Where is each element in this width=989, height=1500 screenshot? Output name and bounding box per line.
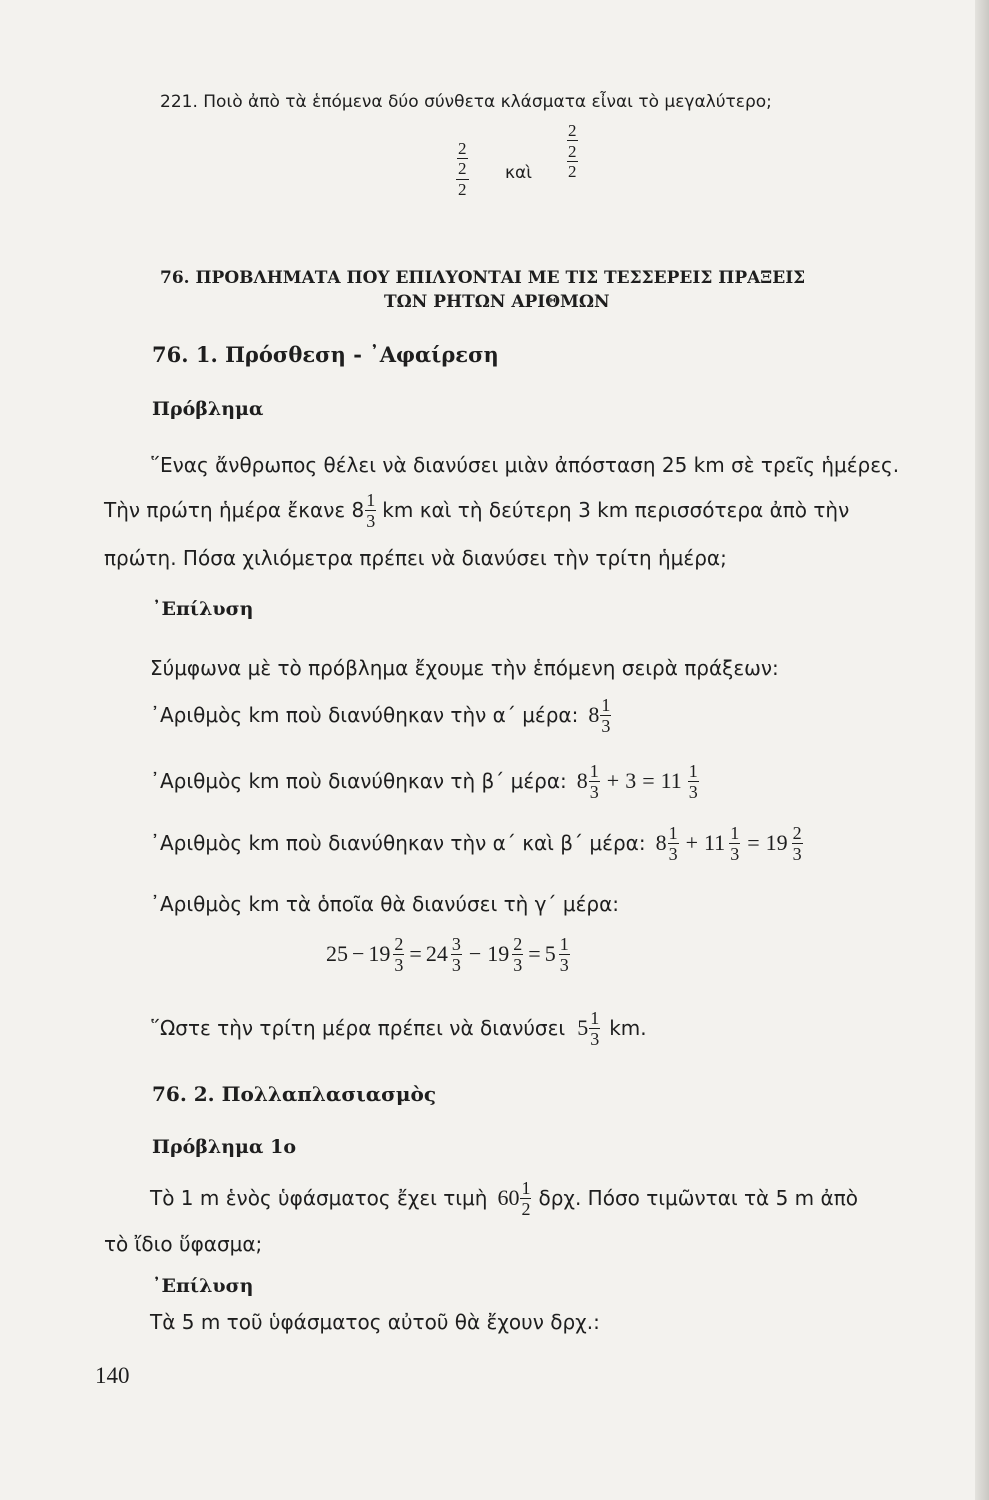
c2-top: 2 xyxy=(568,121,577,140)
whole-8: 8 xyxy=(655,830,667,855)
problem-line-1: ῞Ενας ἄνθρωπος θέλει νὰ διανύσει μιὰν ἀπόσταση 25 km σὲ τρεῖς ἡμέρες. xyxy=(150,453,900,477)
solution-intro: Σύμφωνα μὲ τὸ πρόβλημα ἔχουμε τὴν ἑπόμενη σειρὰ πράξεων: xyxy=(150,656,779,680)
step-4-text: ᾿Αριθμὸς km τὰ ὁποῖα θὰ διανύσει τὴ γ΄ μέρα: xyxy=(150,892,620,916)
whole-8: 8 xyxy=(588,702,600,727)
equals-sign: = xyxy=(409,941,422,966)
den-3: 3 xyxy=(601,715,611,736)
problem-1-label: Πρόβλημα 1ο xyxy=(152,1136,297,1158)
equals-sign: = xyxy=(642,768,655,793)
num-2: 2 xyxy=(513,933,523,954)
subsection-76-1-heading: 76. 1. Πρόσθεση - ᾿Αφαίρεση xyxy=(152,342,499,367)
c1-bottom: 2 xyxy=(458,180,467,199)
num-1: 1 xyxy=(668,822,678,843)
whole-19: 19 xyxy=(368,941,391,966)
problem-line-3: πρώτη. Πόσα χιλιόμετρα πρέπει νὰ διανύσει τὴν τρίτη ἡμέρα; xyxy=(104,546,727,570)
num-1: 1 xyxy=(730,822,740,843)
frac-1-den: 3 xyxy=(366,510,376,531)
equals-sign: = xyxy=(528,941,541,966)
num-3: 3 xyxy=(451,933,461,954)
conclusion-text: ῞Ωστε τὴν τρίτη μέρα πρέπει νὰ διανύσει xyxy=(150,1016,566,1040)
den-3: 3 xyxy=(792,843,802,864)
conclusion xyxy=(150,1000,647,1056)
whole-24: 24 xyxy=(425,941,448,966)
den-3: 3 xyxy=(394,954,404,975)
whole-11: 11 xyxy=(660,768,682,793)
num-1: 1 xyxy=(521,1177,531,1198)
step-3 xyxy=(150,816,804,870)
section-76-heading-line2: ΤΩΝ ΡΗΤΩΝ ΑΡΙΘΜΩΝ xyxy=(384,292,610,312)
problem-line-2 xyxy=(104,484,849,536)
step-4-expression xyxy=(326,926,571,982)
den-3: 3 xyxy=(559,954,569,975)
den-3: 3 xyxy=(590,1028,600,1049)
step-2-expression xyxy=(577,762,700,801)
whole-5: 5 xyxy=(577,1015,589,1040)
step-4-math xyxy=(326,935,571,974)
step-1 xyxy=(150,688,612,742)
problem-label: Πρόβλημα xyxy=(152,398,264,420)
den-3: 3 xyxy=(451,954,461,975)
minus-sign: − xyxy=(468,941,482,966)
exercise-221-text: 221. Ποιὸ ἀπὸ τὰ ἑπόμενα δύο σύνθετα κλάσματα εἶναι τὸ μεγαλύτερο; xyxy=(160,92,772,112)
den-3: 3 xyxy=(688,781,698,802)
c2-bottom-den: 2 xyxy=(568,162,577,181)
plus-sign: + xyxy=(685,830,698,855)
frac-1-num: 1 xyxy=(366,489,376,510)
problem-1-line-1b: δρχ. Πόσο τιμῶνται τὰ 5 m ἀπὸ xyxy=(538,1186,858,1210)
whole-19: 19 xyxy=(487,941,510,966)
num-1: 1 xyxy=(559,933,569,954)
page-number: 140 xyxy=(95,1363,130,1388)
problem-1-line-1 xyxy=(150,1170,858,1226)
page-spine-shadow xyxy=(975,0,989,1500)
step-2-text: ᾿Αριθμὸς km ποὺ διανύθηκαν τὴ β΄ μέρα: xyxy=(150,769,567,793)
whole-5: 5 xyxy=(544,941,556,966)
num-1: 1 xyxy=(590,1007,600,1028)
den-3: 3 xyxy=(513,954,523,975)
num-2: 2 xyxy=(792,822,802,843)
step-1-value xyxy=(588,696,612,735)
whole-8: 8 xyxy=(576,768,588,793)
section-76-heading-line1: 76. ΠΡΟΒΛΗΜΑΤΑ ΠΟΥ ΕΠΙΛΥΟΝΤΑΙ ΜΕ ΤΙΣ ΤΕΣΣΕΡΕΙΣ ΠΡΑΞΕΙΣ xyxy=(160,268,806,288)
num-1: 1 xyxy=(688,760,698,781)
den-2: 2 xyxy=(521,1198,531,1219)
whole-60: 60 xyxy=(497,1185,520,1210)
solution-line-2: Τὰ 5 m τοῦ ὑφάσματος αὐτοῦ θὰ ἔχουν δρχ.: xyxy=(150,1310,600,1334)
solution-label-2: ᾿Επίλυση xyxy=(152,1275,254,1297)
whole-19: 19 xyxy=(765,830,788,855)
minus-sign: − xyxy=(352,941,365,966)
c1-top-num: 2 xyxy=(458,139,467,158)
den-3: 3 xyxy=(589,781,599,802)
c2-bottom-num: 2 xyxy=(568,142,577,161)
solution-label: ᾿Επίλυση xyxy=(152,598,254,620)
conclusion-unit: km. xyxy=(609,1016,647,1040)
problem-line-2b: km καὶ τὴ δεύτερη 3 km περισσότερα ἀπὸ τὴν xyxy=(382,498,850,522)
c1-top-den: 2 xyxy=(458,159,467,178)
whole-11: 11 xyxy=(704,830,726,855)
step-1-text: ᾿Αριθμὸς km ποὺ διανύθηκαν τὴν α΄ μέρα: xyxy=(150,703,579,727)
conclusion-value xyxy=(577,1009,601,1048)
den-3: 3 xyxy=(668,843,678,864)
compound-fraction-2 xyxy=(565,122,580,180)
step-2 xyxy=(150,754,700,808)
price-value xyxy=(497,1179,532,1218)
step-3-text: ᾿Αριθμὸς km ποὺ διανύθηκαν τὴν α΄ καὶ β΄ μέρα: xyxy=(150,831,646,855)
subsection-76-2-heading: 76. 2. Πολλαπλασιασμὸς xyxy=(152,1082,437,1106)
problem-1-line-2: τὸ ἴδιο ὕφασμα; xyxy=(104,1232,263,1256)
value-3: 3 xyxy=(625,768,637,793)
problem-line-2a: Τὴν πρώτη ἡμέρα ἔκανε 8 xyxy=(104,498,365,522)
compound-fraction-1 xyxy=(455,140,470,198)
problem-1-line-1a: Τὸ 1 m ἑνὸς ὑφάσματος ἔχει τιμὴ xyxy=(150,1186,488,1210)
equals-sign: = xyxy=(747,830,760,855)
num-1: 1 xyxy=(601,694,611,715)
den-3: 3 xyxy=(730,843,740,864)
plus-sign: + xyxy=(606,768,620,793)
value-25: 25 xyxy=(326,941,348,966)
connector-and: καὶ xyxy=(505,163,532,183)
num-2: 2 xyxy=(394,933,404,954)
step-3-expression xyxy=(656,824,804,863)
num-1: 1 xyxy=(589,760,599,781)
